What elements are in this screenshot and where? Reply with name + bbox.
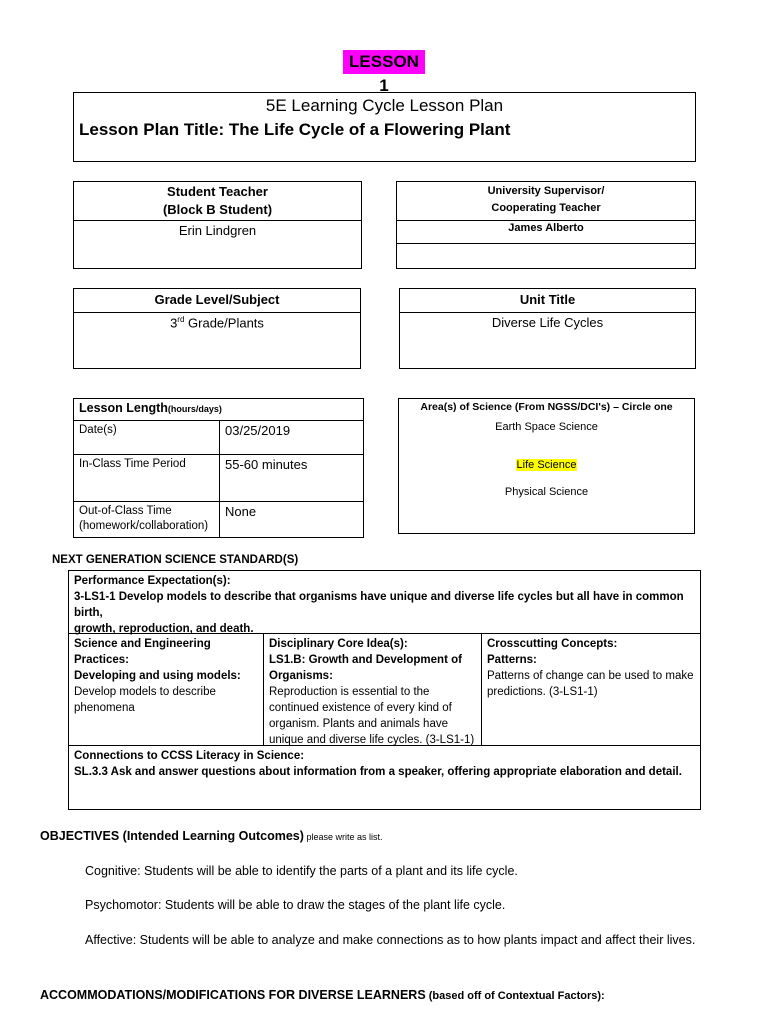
pe-text-line1: 3-LS1-1 Develop models to describe that organisms have unique and diverse life cycles but all have in common birth, [74, 591, 684, 619]
sep-column [69, 634, 264, 746]
lesson-length-table [73, 398, 364, 538]
block-b-label: (Block B Student) [162, 202, 273, 217]
title-box [73, 92, 696, 162]
ccss-label: Connections to CCSS Literacy in Science: [74, 750, 305, 762]
ccss-text: SL.3.3 Ask and answer questions about information from a speaker, offering appropriate elaboration and detail. [74, 766, 682, 778]
performance-expectation [69, 571, 700, 634]
area-title: Area(s) of Science (From NGSS/DCI's) – Circle one [420, 401, 673, 413]
unit-value: Diverse Life Cycles [491, 315, 604, 330]
sep-text-line2: phenomena [74, 702, 135, 714]
ngss-heading: NEXT GENERATION SCIENCE STANDARD(S) [52, 554, 299, 566]
inclass-value: 55-60 minutes [220, 454, 364, 501]
sep-label: Science and Engineering Practices: [74, 638, 211, 666]
grade-label: Grade Level/Subject [154, 292, 280, 307]
supervisor-box [396, 181, 696, 269]
date-value: 03/25/2019 [220, 420, 364, 454]
lesson-badge: LESSON 1 [343, 50, 425, 74]
dci-text-line3: organism. Plants and animals have [269, 718, 448, 730]
ccss-connections [69, 745, 700, 811]
cooperating-teacher-label: Cooperating Teacher [491, 202, 601, 214]
supervisor-label: University Supervisor/ [487, 185, 605, 197]
inclass-label: In-Class Time Period [74, 454, 220, 501]
area-of-science-box [398, 398, 695, 534]
accommodations-heading [40, 988, 605, 1002]
supervisor-name: James Alberto [508, 222, 584, 234]
cc-sub: Patterns: [487, 654, 537, 666]
area-physical: Physical Science [504, 486, 589, 498]
student-teacher-box [73, 181, 362, 269]
cc-text-line1: Patterns of change can be used to make [487, 670, 694, 682]
dci-text-line1: Reproduction is essential to the [269, 686, 430, 698]
grade-subject: Grade/Plants [184, 315, 264, 331]
objective-psychomotor: Psychomotor: Students will be able to draw the stages of the plant life cycle. [85, 898, 506, 912]
dci-text-line4: unique and diverse life cycles. (3-LS1-1) [269, 734, 475, 746]
dci-column [264, 634, 482, 746]
objective-cognitive: Cognitive: Students will be able to identify the parts of a plant and its life cycle. [85, 864, 518, 878]
grade-box [73, 288, 361, 369]
grade-value [74, 315, 360, 330]
outclass-value: None [220, 501, 364, 537]
outclass-label-line2: (homework/collaboration) [79, 520, 209, 532]
plan-heading: 5E Learning Cycle Lesson Plan [265, 96, 504, 115]
accommodations-heading-bold: ACCOMMODATIONS/MODIFICATIONS FOR DIVERSE LEARNERS [40, 988, 426, 1002]
lesson-length-label: Lesson Length [79, 401, 168, 415]
pe-label: Performance Expectation(s): [74, 575, 231, 587]
unit-label: Unit Title [519, 292, 576, 307]
pe-text-line2: growth, reproduction, and death. [74, 623, 254, 635]
area-earth-space: Earth Space Science [495, 421, 598, 433]
lesson-length-unit: (hours/days) [167, 404, 222, 414]
objectives-heading-bold: OBJECTIVES [40, 829, 120, 843]
objectives-heading [40, 829, 382, 843]
objectives-heading-note: please write as list. [303, 832, 383, 842]
dci-sub-line1: LS1.B: Growth and Development of [269, 654, 462, 666]
accommodations-heading-note: (based off of Contextual Factors): [425, 990, 605, 1002]
objective-affective: Affective: Students will be able to analyze and make connections as to how plants impact and affect their lives. [85, 933, 696, 947]
lesson-length-header [74, 399, 364, 421]
outclass-label [74, 501, 220, 537]
outclass-label-line1: Out-of-Class Time [79, 504, 172, 517]
objectives-heading-paren: (Intended Learning Outcomes) [119, 829, 304, 843]
cc-label: Crosscutting Concepts: [487, 638, 618, 650]
cc-text-line2: predictions. (3-LS1-1) [487, 686, 598, 698]
ngss-table [68, 570, 701, 810]
area-life-science: Life Science [516, 459, 577, 471]
lesson-plan-title: Lesson Plan Title: The Life Cycle of a Flowering Plant [79, 120, 511, 139]
grade-suffix: rd [177, 315, 185, 324]
sep-sub: Developing and using models: [74, 670, 241, 682]
crosscutting-column [482, 634, 702, 746]
dci-text-line2: continued existence of every kind of [269, 702, 452, 714]
student-teacher-name: Erin Lindgren [178, 223, 257, 238]
unit-box [399, 288, 696, 369]
date-label: Date(s) [74, 420, 220, 454]
student-teacher-label: Student Teacher [167, 184, 268, 199]
sep-text-line1: Develop models to describe [74, 686, 216, 698]
grade-number: 3 [170, 315, 178, 331]
dci-sub-line2: Organisms: [269, 670, 333, 682]
dci-label: Disciplinary Core Idea(s): [269, 638, 408, 650]
